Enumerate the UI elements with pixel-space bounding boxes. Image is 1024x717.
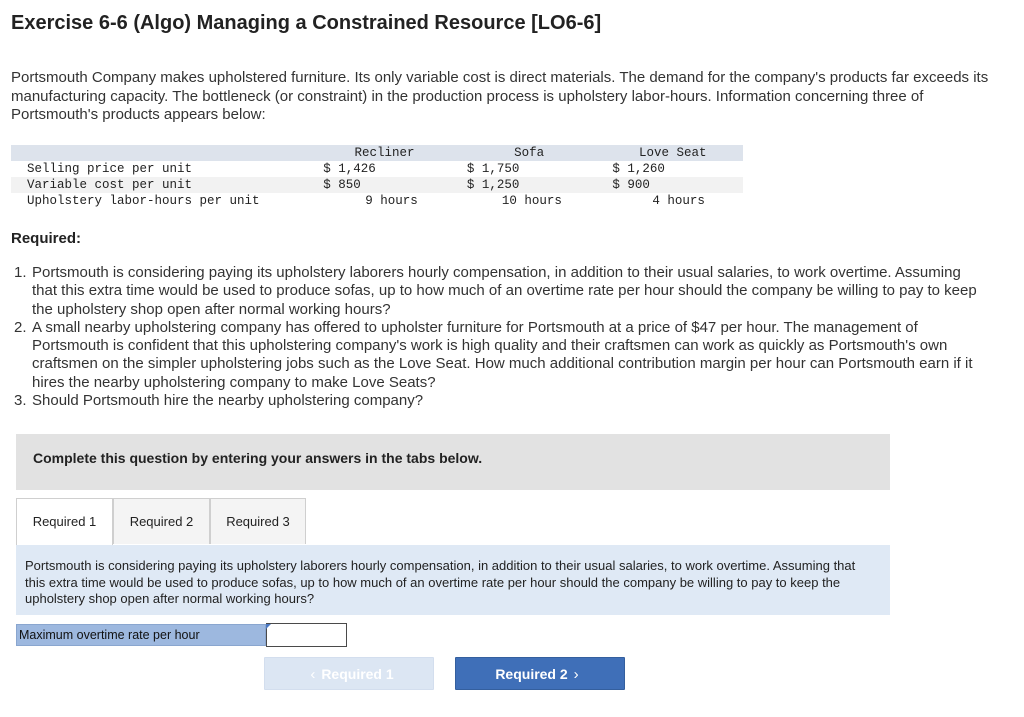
header-recliner: Recliner [313, 145, 456, 161]
instructions-banner [16, 434, 890, 490]
cell-sofa: $ 1,250 [456, 177, 603, 193]
tab-required-3[interactable]: Required 3 [210, 498, 306, 544]
list-item-number: 1. [14, 264, 27, 281]
cell-sofa: $ 1,750 [456, 161, 603, 177]
next-button-label: Required 2 [495, 666, 568, 682]
overtime-rate-input[interactable] [266, 623, 347, 647]
cell-love-seat: 4 hours [602, 193, 743, 209]
cell-recliner: 9 hours [313, 193, 456, 209]
chevron-left-icon: ‹ [310, 666, 316, 683]
banner-text: Complete this question by entering your answers in the tabs below. [33, 450, 483, 466]
cell-recliner: $ 1,426 [313, 161, 456, 177]
cell-love-seat: $ 1,260 [602, 161, 743, 177]
answer-label: Maximum overtime rate per hour [16, 624, 266, 646]
required-heading: Required: [11, 230, 82, 247]
list-item-text: A small nearby upholstering company has offered to upholster furniture for Portsmouth at a price of $47 per hour. The management of Portsmouth is confident that this upholstering company's work is high quality and their craftsmen can work as quickly as Portsmouth's own craftsmen on the simpler upholstering jobs such as the Love Seat. How much additional contribution margin per hour can Portsmouth earn if it hires the nearby upholstering company to make Love Seats? [32, 318, 973, 391]
page-title: Exercise 6-6 (Algo) Managing a Constrained Resource [LO6-6] [11, 12, 602, 34]
input-flag-icon [266, 624, 271, 629]
question-text: Portsmouth is considering paying its upholstery laborers hourly compensation, in addition to their usual salaries, to work overtime. Assuming that this extra time would be used to produce sofas, up to how much of an overtime rate per hour should the company be willing to pay to keep the upholstery shop open after normal working hours? [25, 558, 856, 606]
row-label: Selling price per unit [11, 161, 313, 177]
cell-love-seat: $ 900 [602, 177, 743, 193]
header-love-seat: Love Seat [602, 145, 743, 161]
cell-sofa: 10 hours [456, 193, 603, 209]
requirements-list [14, 264, 989, 410]
list-item-text: Should Portsmouth hire the nearby upholstering company? [32, 392, 424, 410]
tab-required-2[interactable]: Required 2 [113, 498, 210, 544]
chevron-right-icon: › [573, 666, 579, 683]
list-item [14, 392, 989, 410]
row-label: Upholstery labor-hours per unit [11, 193, 313, 209]
list-item [14, 319, 989, 392]
question-panel [16, 545, 890, 615]
row-label: Variable cost per unit [11, 177, 313, 193]
prev-button[interactable] [264, 657, 434, 690]
product-data-table [11, 145, 743, 209]
next-button[interactable] [455, 657, 625, 690]
list-item [14, 264, 989, 319]
cell-recliner: $ 850 [313, 177, 456, 193]
list-item-number: 2. [14, 318, 27, 336]
table-row [11, 177, 743, 193]
prev-button-label: Required 1 [321, 666, 394, 682]
intro-paragraph: Portsmouth Company makes upholstered furniture. Its only variable cost is direct materials. The demand for the company's products far exceeds its manufacturing capacity. The bottleneck (or constraint) in the production process is upholstery labor-hours. Information concerning three of Portsmouth's products appears below: [11, 69, 989, 123]
list-item-number: 3. [14, 392, 27, 410]
list-item-text: Portsmouth is considering paying its upholstery laborers hourly compensation, in addition to their usual salaries, to work overtime. Assuming that this extra time would be used to produce sofas, up to how much of an overtime rate per hour should the company be willing to pay to keep the upholstery shop open after normal working hours? [32, 264, 977, 318]
header-sofa: Sofa [456, 145, 603, 161]
table-header-row [11, 145, 743, 161]
table-row [11, 161, 743, 177]
tab-required-1[interactable]: Required 1 [16, 498, 113, 546]
table-row [11, 193, 743, 209]
table-header-blank [11, 145, 313, 161]
